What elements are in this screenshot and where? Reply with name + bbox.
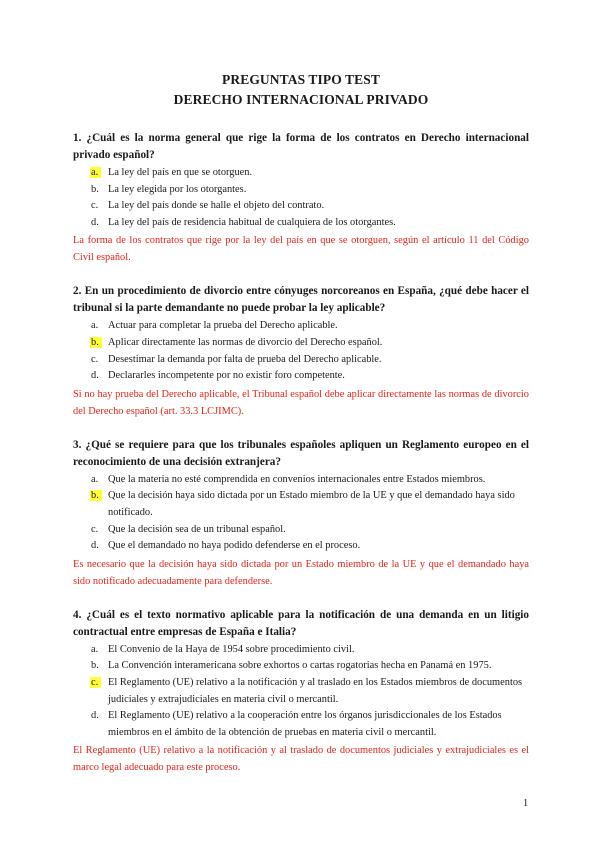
option-text: Aplicar directamente las normas de divorcio del Derecho español. [108, 336, 383, 348]
option-list [73, 165, 529, 231]
option-letter-text: d. [91, 540, 99, 552]
option-text: Declararles incompetente por no existir foro competente. [108, 370, 345, 382]
answer-option [73, 488, 529, 521]
option-text: La ley elegida por los otorgantes. [108, 183, 247, 195]
option-letter-text: d. [91, 710, 99, 722]
option-letter-text: b. [90, 337, 102, 348]
answer-option [73, 708, 529, 741]
option-text: La ley del país en que se otorguen. [108, 167, 253, 178]
option-text: El Reglamento (UE) relativo a la notificación y al traslado en los Estados miembros de documentos judiciales y extrajudiciales en materia civil o mercantil. [108, 676, 523, 705]
option-text: Actuar para completar la prueba del Derecho aplicable. [108, 320, 338, 332]
option-letter [90, 352, 108, 369]
page-number: 1 [523, 798, 529, 809]
option-text: Que la decisión haya sido dictada por un Estado miembro de la UE y que el demandado haya sido notificado. [108, 490, 515, 518]
answer-explanation: Si no hay prueba del Derecho aplicable, el Tribunal español debe aplicar directamente las normas de divorcio del Derecho español (art. 33.3 LCJIMC). [73, 388, 529, 417]
option-letter-text: c. [90, 677, 101, 688]
option-letter [90, 708, 108, 741]
option-letter-text: b. [91, 660, 99, 672]
answer-option [73, 318, 529, 335]
answer-option [73, 335, 529, 352]
option-letter-text: c. [91, 200, 99, 212]
question-block [73, 130, 529, 266]
option-letter [90, 318, 108, 335]
answer-option [73, 522, 529, 539]
question-stem: 4. ¿Cuál es el texto normativo aplicable para la notificación de una demanda en un litigio contractual entre empresas de España e Italia? [73, 608, 529, 638]
highlighted-option-letter [90, 335, 108, 352]
answer-option [73, 165, 529, 182]
question-stem: 1. ¿Cuál es la norma general que rige la forma de los contratos en Derecho internacional privado español? [73, 132, 529, 161]
answer-option [73, 368, 529, 385]
option-letter [90, 198, 108, 215]
answer-option [73, 472, 529, 489]
option-letter-text: a. [91, 643, 99, 655]
question-block [73, 437, 529, 590]
question-block [73, 283, 529, 419]
highlighted-option-letter [90, 675, 108, 708]
answer-explanation: El Reglamento (UE) relativo a la notificación y al traslado de documentos judiciales y extrajudiciales es el marco legal adecuado para este proceso. [73, 745, 529, 774]
option-letter [90, 368, 108, 385]
option-letter-text: d. [91, 370, 99, 382]
answer-explanation: La forma de los contratos que rige por la ley del país en que se otorguen, según el artículo 11 del Código Civil español. [73, 235, 529, 264]
option-letter [90, 215, 108, 232]
question-stem: 2. En un procedimiento de divorcio entre cónyuges norcoreanos en España, ¿qué debe hacer el tribunal si la parte demandante no puede probar la ley aplicable? [73, 285, 529, 315]
document-title-line-1: PREGUNTAS TIPO TEST [222, 72, 380, 87]
highlighted-option-letter [90, 165, 108, 182]
option-text: Que el demandado no haya podido defenderse en el proceso. [108, 540, 361, 552]
option-letter-text: a. [91, 473, 99, 485]
option-letter [90, 522, 108, 539]
document-page [73, 70, 529, 793]
option-letter [90, 658, 108, 675]
answer-explanation: Es necesario que la decisión haya sido dictada por un Estado miembro de la UE y que el demandado haya sido notificado adecuadamente para defenderse. [73, 558, 529, 587]
option-text: Que la materia no esté comprendida en convenios internacionales entre Estados miembros. [108, 473, 486, 485]
answer-option [73, 215, 529, 232]
option-list [73, 642, 529, 742]
option-letter [90, 538, 108, 555]
question-list [73, 130, 529, 776]
option-text: La ley del país de residencia habitual de cualquiera de los otorgantes. [108, 216, 396, 228]
answer-option [73, 352, 529, 369]
option-letter-text: b. [91, 183, 99, 195]
option-text: La ley del país donde se halle el objeto del contrato. [108, 200, 325, 212]
option-text: El Convenio de la Haya de 1954 sobre procedimiento civil. [108, 643, 355, 655]
option-letter-text: b. [90, 490, 102, 501]
highlighted-option-letter [90, 488, 108, 521]
option-letter [90, 642, 108, 659]
document-title-line-2: DERECHO INTERNACIONAL PRIVADO [173, 92, 429, 107]
answer-option [73, 198, 529, 215]
option-letter-text: d. [91, 216, 99, 228]
question-stem: 3. ¿Qué se requiere para que los tribunales españoles apliquen un Reglamento europeo en el reconocimiento de una decisión extranjera? [73, 438, 529, 468]
question-block [73, 607, 529, 777]
answer-option [73, 182, 529, 199]
option-letter-text: a. [90, 167, 101, 178]
answer-option [73, 538, 529, 555]
option-list [73, 318, 529, 384]
option-letter [90, 472, 108, 489]
option-letter-text: a. [91, 320, 99, 332]
answer-option [73, 675, 529, 708]
option-list [73, 472, 529, 555]
answer-option [73, 658, 529, 675]
option-letter-text: c. [91, 353, 99, 365]
option-text: El Reglamento (UE) relativo a la cooperación entre los órganos jurisdiccionales de los Estados miembros en el ámbito de la obtención de pruebas en materia civil o mercantil. [108, 710, 502, 738]
option-letter [90, 182, 108, 199]
option-text: Desestimar la demanda por falta de prueba del Derecho aplicable. [108, 353, 382, 365]
option-letter-text: c. [91, 523, 99, 535]
option-text: Que la decisión sea de un tribunal español. [108, 523, 286, 535]
answer-option [73, 642, 529, 659]
option-text: La Convención interamericana sobre exhortos o cartas rogatorias hecha en Panamá en 1975. [108, 660, 492, 672]
